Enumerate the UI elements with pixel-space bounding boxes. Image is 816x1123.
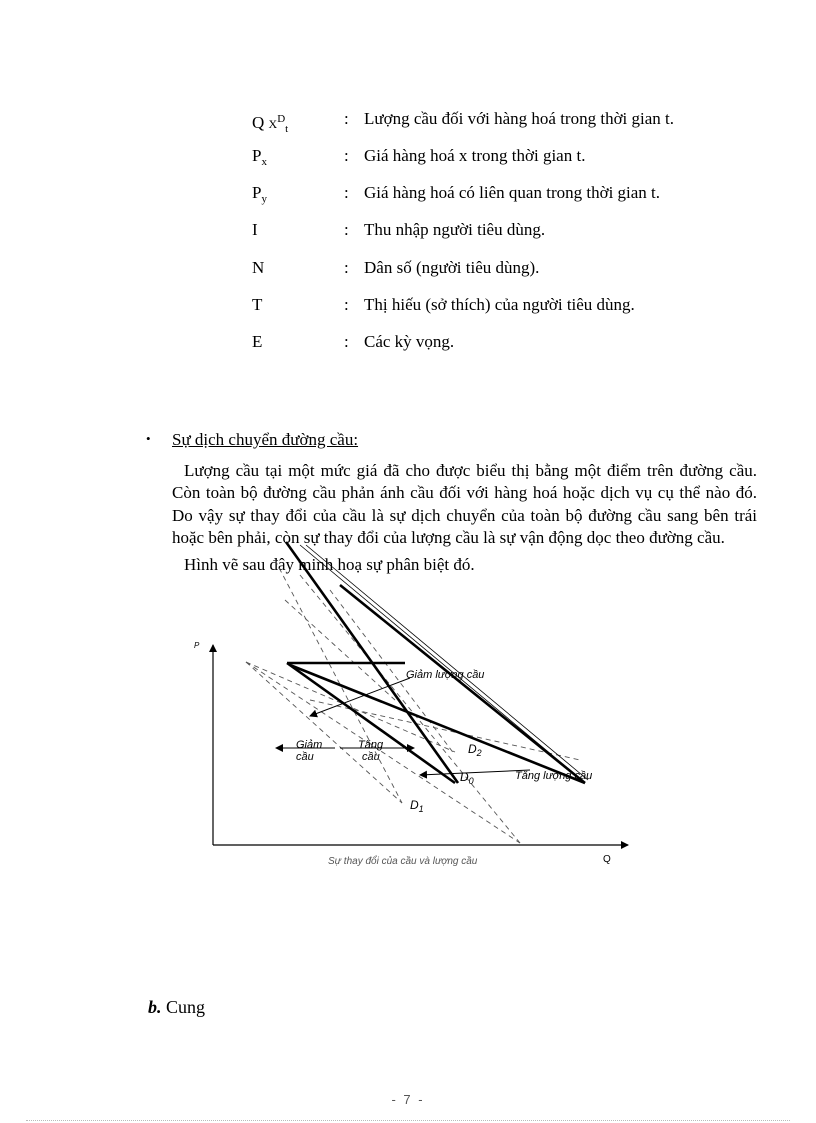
label-giam-cau-line1: Giảm [296, 739, 323, 751]
page-number: - 7 - [391, 1092, 425, 1107]
y-axis-label: P [194, 641, 200, 650]
definition-description: Các kỳ vọng. [364, 332, 455, 351]
figure-caption: Sự thay đổi của cầu và lượng cầu [328, 856, 478, 867]
definition-symbol: N [252, 258, 265, 277]
x-axis-label: Q [603, 854, 611, 865]
definition-colon: : [344, 146, 349, 165]
subsection-heading [148, 997, 205, 1018]
definition-description: Giá hàng hoá có liên quan trong thời gian t. [364, 183, 661, 202]
subsection-title: Cung [166, 997, 206, 1017]
label-giam-cau-line2: cầu [296, 751, 314, 763]
bullet-icon: • [146, 431, 151, 446]
definition-description: Lượng cầu đối với hàng hoá trong thời gian t. [364, 109, 675, 128]
definition-colon: : [344, 109, 349, 128]
label-tang-cau-line2: cầu [362, 751, 380, 763]
paragraph: Lượng cầu tại một mức giá đã cho được biểu thị bằng một điểm trên đường cầu. Còn toàn bộ đường cầu phản ánh cầu đối với hàng hoá hoặc dịch vụ cụ thể nào đó. Do vậy sự thay đổi của cầu là sự dịch chuyển của toàn bộ đường cầu sang bên trái hoặc bên phải, còn sự thay đổi của lượng cầu là sự vận động dọc theo đường cầu. [172, 461, 757, 548]
movement-arrows [276, 678, 530, 775]
label-tang-cau-line1: Tăng [358, 739, 384, 751]
definition-colon: : [344, 332, 349, 351]
definition-colon: : [344, 258, 349, 277]
label-d1: $D_1$ [410, 798, 424, 814]
figure-intro: Hình vẽ sau đây minh hoạ sự phân biệt đó. [184, 554, 475, 574]
definition-description: Giá hàng hoá x trong thời gian t. [364, 146, 586, 165]
footer-divider [26, 1120, 790, 1121]
definition-symbol: $P_y$ [252, 183, 267, 205]
definition-symbol: Q $X^D_t$ [252, 113, 289, 135]
label-giam-luong-cau: Giảm lượng cầu [406, 669, 485, 681]
definition-colon: : [344, 220, 349, 239]
definition-symbol: I [252, 220, 258, 239]
arrow-giam-luong-cau [310, 678, 410, 716]
subsection-letter: b. [148, 997, 162, 1017]
definition-symbol: E [252, 332, 263, 351]
definition-description: Thị hiếu (sở thích) của người tiêu dùng. [364, 295, 635, 314]
definition-symbol: $P_x$ [252, 146, 267, 168]
label-tang-luong-cau: Tăng lượng cầu [515, 770, 593, 782]
definition-colon: : [344, 295, 349, 314]
definition-description: Dân số (người tiêu dùng). [364, 258, 540, 277]
definition-symbol: T [252, 295, 263, 314]
thick-demand-lines [286, 542, 585, 783]
label-d2: $D_2$ [468, 742, 482, 758]
label-d0: $D_0$ [460, 770, 474, 786]
definition-colon: : [344, 183, 349, 202]
section-heading: Sự dịch chuyển đường cầu: [172, 430, 359, 449]
definition-description: Thu nhập người tiêu dùng. [364, 220, 546, 239]
